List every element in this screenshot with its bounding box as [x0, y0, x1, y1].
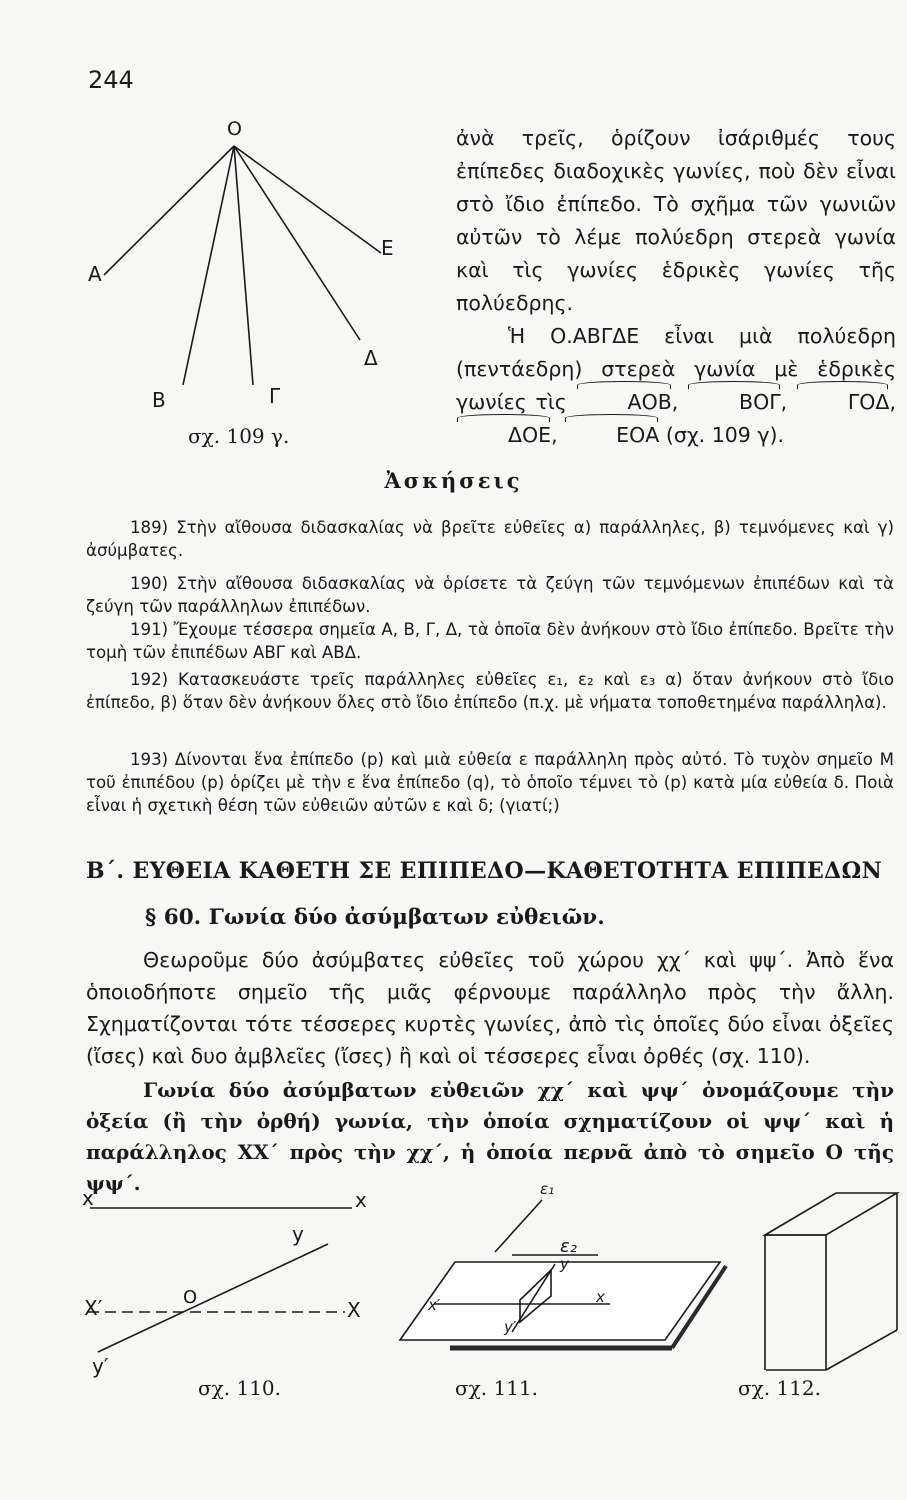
figure-110-caption: σχ. 110. [198, 1376, 282, 1400]
fig110-label-O: O [183, 1287, 198, 1308]
exercise-193: 193) Δίνονται ἕνα ἐπίπεδο (p) καὶ μιὰ εὐθεία ε παράλληλη πρὸς αὐτό. Τὸ τυχὸν σημεῖο Μ τοῦ ἐπιπέδου (p) ὁρίζει μὲ τὴν ε ἕνα ἐπίπεδο (q), τὸ ὁποῖο τέμνει τὸ (p) κατὰ μία εὐθεία δ. Ποιὰ εἶναι ἡ σχετικὴ θέση τῶν εὐθειῶν αὐτῶν ε καὶ δ; (γιατί;) [86, 750, 894, 815]
fig111-label-xprime: x′ [428, 1296, 441, 1314]
label-D: Δ [364, 346, 378, 370]
intro-text [456, 122, 896, 452]
section-heading: Β΄. ΕΥΘΕΙΑ ΚΑΘΕΤΗ ΣΕ ΕΠΙΠΕΔΟ—ΚΑΘΕΤΟΤΗΤΑ ΕΠΙΠΕΔΩΝ [86, 858, 883, 884]
fig110-label-y: y [292, 1222, 304, 1246]
angle-eoa: ΕΟΑ [564, 419, 659, 452]
label-G: Γ [269, 384, 281, 408]
intro-paragraph-1: ἀνὰ τρεῖς, ὁρίζουν ἰσάριθμές τους ἐπίπεδες διαδοχικὲς γωνίες, ποὺ δὲν εἶναι στὸ ἴδιο ἐπίπεδο. Τὸ σχῆμα τῶν γωνιῶν αὐτῶν τὸ λέμε πολύεδρη στερεὰ γωνία καὶ τὶς γωνίες ἑδρικὲς γωνίες τῆς πολύεδρης. [456, 126, 896, 315]
fig111-label-e1: ε₁ [540, 1180, 555, 1198]
label-O: O [227, 118, 242, 140]
definition-text: Γωνία δύο ἀσύμβατων εὐθειῶν χχ΄ καὶ ψψ΄ ὀνομάζουμε τὴν ὀξεία (ἢ τὴν ὀρθή) γωνία, τὴν ὁποία σχηματίζουν οἱ ψψ΄ καὶ ἡ παράλληλος ΧΧ΄ πρὸς τὴν χχ΄, ἡ ὁποία περνᾶ ἀπὸ τὸ σημεῖο Ο τῆς ψψ΄. [86, 1078, 894, 1195]
figure-111-caption: σχ. 111. [455, 1376, 539, 1400]
exercises-heading: Ἀσκήσεις [384, 468, 523, 493]
section-body: Θεωροῦμε δύο ἀσύμβατες εὐθεῖες τοῦ χώρου χχ΄ καὶ ψψ΄. Ἀπὸ ἕνα ὁποιοδήποτε σημεῖο τῆς μιᾶς φέρνουμε παράλληλο πρὸς τὴν ἄλλη. Σχηματίζονται τότε τέσσερες κυρτὲς γωνίες, ἀπὸ τὶς ὁποῖες δύο εἶναι ὀξεῖες (ἴσες) καὶ δυο ἀμβλεῖες (ἴσες) ἢ καὶ οἱ τέσσερες εἶναι ὀρθές (σχ. 110). [86, 948, 894, 1068]
figure-112-caption: σχ. 112. [738, 1376, 822, 1400]
figure-109-caption: σχ. 109 γ. [188, 424, 290, 448]
intro-paragraph-2: Ἡ Ο.ΑΒΓΔΕ εἶναι μιὰ πολύεδρη (πεντάεδρη) στερεὰ γωνία μὲ ἑδρικὲς γωνίες τὶς ΑΟΒ, ΒΟΓ, ΓΟΔ, ΔΟΕ, ΕΟΑ (σχ. 109 γ). [456, 320, 896, 452]
fig110-label-X: X [347, 1298, 361, 1322]
fig110-label-x: x [355, 1188, 367, 1212]
exercise-189: 189) Στὴν αἴθουσα διδασκαλίας νὰ βρεῖτε εὐθεῖες α) παράλληλες, β) τεμνόμενες καὶ γ) ἀσύμβατες. [86, 518, 894, 560]
exercise-190: 190) Στὴν αἴθουσα διδασκαλίας νὰ ὁρίσετε τὰ ζεύγη τῶν τεμνόμενων ἐπιπέδων καὶ τὰ ζεύγη τῶν παράλληλων ἐπιπέδων. [86, 574, 894, 616]
angle-doe: ΔΟΕ [456, 419, 551, 452]
fig111-label-y: y [560, 1255, 569, 1273]
label-B: B [152, 388, 166, 412]
fig110-label-Xprime: X′ [84, 1296, 103, 1320]
fig111-label-yprime: y′ [504, 1318, 517, 1336]
label-E: E [381, 236, 394, 260]
angle-god: ΓΟΔ [796, 386, 890, 419]
fig110-label-xprime: x′ [82, 1186, 99, 1210]
intro-p2-end: (σχ. 109 γ). [665, 423, 784, 447]
fig111-label-e2: ε₂ [560, 1236, 577, 1257]
intro-p2-start: Ἡ Ο.ΑΒΓΔΕ εἶναι μιὰ πολύεδρη (πεντάεδρη) στερεὰ γωνία μὲ ἑδρικὲς γωνίες τὶς [456, 324, 896, 414]
fig111-label-x: x [596, 1288, 605, 1306]
exercise-191: 191) Ἔχουμε τέσσερα σημεῖα Α, Β, Γ, Δ, τὰ ὁποῖα δὲν ἀνήκουν στὸ ἴδιο ἐπίπεδο. Βρεῖτε τὴν τομὴ τῶν ἐπιπέδων ΑΒΓ καὶ ΑΒΔ. [86, 620, 894, 662]
page-number: 244 [88, 66, 134, 94]
paragraph-heading: § 60. Γωνία δύο ἀσύμβατων εὐθειῶν. [145, 905, 605, 930]
fig110-label-yprime: y′ [92, 1354, 109, 1378]
label-A: A [88, 262, 102, 286]
angle-aob: ΑΟΒ [576, 386, 672, 419]
exercise-192: 192) Κατασκευάστε τρεῖς παράλληλες εὐθεῖες ε₁, ε₂ καὶ ε₃ α) ὅταν ἀνήκουν στὸ ἴδιο ἐπίπεδο, β) ὅταν δὲν ἀνήκουν ὅλες στὸ ἴδιο ἐπίπεδο (π.χ. μὲ νήματα τοποθετημένα παράλληλα). [86, 670, 894, 712]
angle-bog: ΒΟΓ [687, 386, 781, 419]
